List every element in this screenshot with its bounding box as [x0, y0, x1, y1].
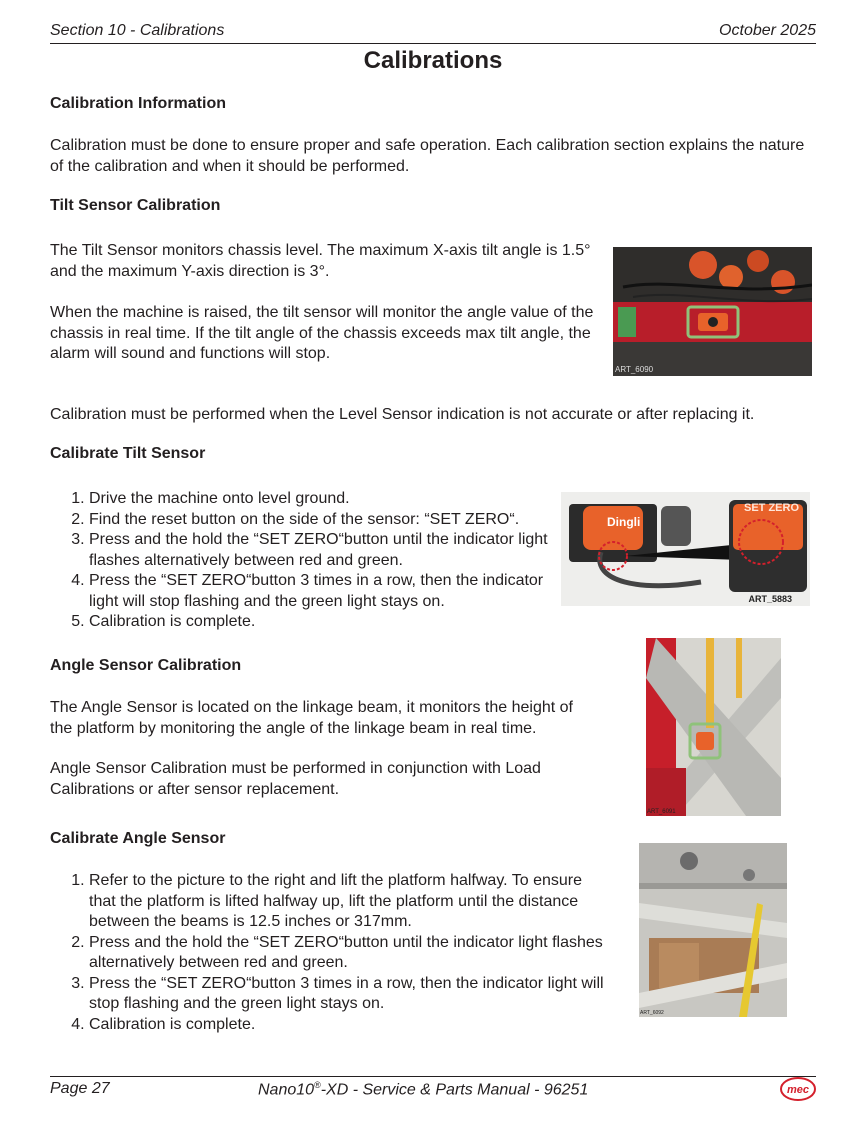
footer-page: Page 27	[50, 1080, 110, 1097]
footer-manual-prefix: Nano10	[258, 1081, 315, 1099]
mec-logo	[780, 1077, 816, 1101]
list-item: 4. Calibration is complete.	[89, 1015, 609, 1036]
set-zero-callout: SET ZERO	[744, 502, 800, 514]
page-title: Calibrations	[363, 47, 503, 74]
angle-sensor-para2: Angle Sensor Calibration must be performed in conjunction with Load Calibrations or after sensor replacement.	[50, 760, 541, 798]
list-item: 3. Press and the hold the “SET ZERO“button until the indicator light flashes alternatively between red and green.	[89, 530, 559, 571]
tilt-sensor-para2: When the machine is raised, the tilt sensor will monitor the angle value of the chassis in real time. If the tilt angle of the chassis exceeds max tilt angle, the alarm will sound and functions will stop.	[50, 304, 594, 362]
calibrate-tilt-steps	[50, 489, 559, 633]
beam-distance-illustration	[639, 843, 787, 1017]
tilt-sensor-illustration	[613, 247, 812, 376]
list-item: 4. Press the “SET ZERO“button 3 times in a row, then the indicator light will stop flashing and the green light stays on.	[89, 571, 559, 612]
angle-sensor-illustration	[646, 638, 781, 816]
set-zero-photo	[561, 492, 810, 606]
tilt-sensor-para3: Calibration must be performed when the Level Sensor indication is not accurate or after replacing it.	[50, 406, 755, 423]
header-date: October 2025	[719, 22, 816, 39]
set-zero-photo-label: ART_5883	[748, 594, 792, 604]
calibration-info-heading: Calibration Information	[50, 95, 226, 112]
tilt-sensor-photo	[613, 247, 812, 376]
tilt-sensor-para1: The Tilt Sensor monitors chassis level. The maximum X-axis tilt angle is 1.5° and the maximum Y-axis direction is 3°.	[50, 242, 591, 280]
angle-sensor-para1: The Angle Sensor is located on the linkage beam, it monitors the height of the platform by monitoring the angle of the linkage beam in real time.	[50, 699, 573, 737]
calibration-info-body: Calibration must be done to ensure proper and safe operation. Each calibration section explains the nature of the calibration and when it should be performed.	[50, 137, 805, 175]
footer-rule	[50, 1076, 816, 1077]
calibrate-angle-heading: Calibrate Angle Sensor	[50, 830, 226, 847]
list-item: 1. Refer to the picture to the right and lift the platform halfway. To ensure that the platform is lifted halfway up, lift the platform until the distance between the beams is 12.5 inches or 317mm.	[89, 871, 609, 933]
mec-logo-icon	[780, 1077, 816, 1101]
tilt-sensor-heading: Tilt Sensor Calibration	[50, 197, 221, 214]
calibrate-angle-steps	[50, 871, 609, 1035]
angle-sensor-photo	[646, 638, 781, 816]
trademark-mark: ®	[314, 1080, 321, 1090]
footer-manual-title	[258, 1080, 588, 1099]
header-section: Section 10 - Calibrations	[50, 22, 225, 39]
calibrate-tilt-heading: Calibrate Tilt Sensor	[50, 445, 206, 462]
mec-logo-text: mec	[786, 1084, 810, 1096]
list-item: 2. Press and the hold the “SET ZERO“button until the indicator light flashes alternatively between red and green.	[89, 933, 609, 974]
list-item: 3. Press the “SET ZERO“button 3 times in a row, then the indicator light will stop flashing and the green light stays on.	[89, 974, 609, 1015]
tilt-sensor-photo-label: ART_6090	[615, 365, 654, 374]
beam-distance-photo-label: ART_6092	[640, 1010, 664, 1016]
list-item: 5. Calibration is complete.	[89, 612, 559, 633]
angle-sensor-photo-label: ART_6091	[647, 809, 676, 815]
header-rule	[50, 43, 816, 44]
angle-sensor-heading: Angle Sensor Calibration	[50, 657, 242, 674]
list-item: 2. Find the reset button on the side of the sensor: “SET ZERO“.	[89, 510, 559, 531]
beam-distance-photo	[639, 843, 787, 1017]
sensor-brand-text: Dingli	[607, 515, 641, 529]
footer-manual-suffix: -XD - Service & Parts Manual - 96251	[320, 1081, 589, 1099]
list-item: 1. Drive the machine onto level ground.	[89, 489, 559, 510]
